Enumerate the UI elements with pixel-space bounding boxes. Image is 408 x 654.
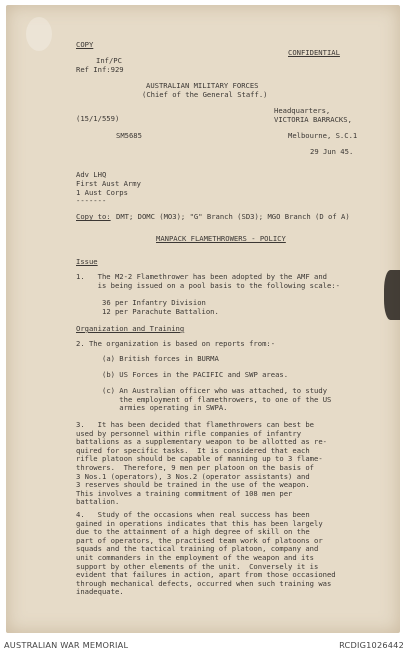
record-identifier: RCDIG1026442	[339, 640, 404, 650]
classification-label: CONFIDENTIAL	[288, 48, 340, 57]
paragraph-3: 3. It has been decided that flamethrowers can best be used by personnel within rifle companies of infantry battalions as a supplementary weapon to be allotted as re- quired for specific tasks. It is considered that each rifle platoon should be capable of manning up to 3 flame- throwers. Therefore, 9 men per platoon on the basis of 3 Nos.1 (operators), 3 Nos.2 (operator assistants) and 3 reserves should be trained in the use of the weapon. This involves a training commitment of 108 men per battalion.	[76, 420, 327, 507]
file-number: (15/1/559)	[76, 114, 120, 123]
organisation-line-2: (Chief of the General Staff.)	[142, 90, 268, 99]
scale-item-2: 12 per Parachute Battalion.	[102, 307, 219, 316]
sm-number: SM5685	[116, 131, 142, 140]
scale-item-1: 36 per Infantry Division	[102, 298, 206, 307]
reference-line-1: Inf/PC	[96, 56, 122, 65]
address-line-1: Headquarters,	[274, 106, 331, 115]
recipient-line-4: -------	[76, 196, 107, 205]
paragraph-2: 2. The organization is based on reports from:-	[76, 339, 276, 348]
document-title: MANPACK FLAMETHROWERS - POLICY	[156, 234, 286, 243]
source-item-c: (c) An Australian officer who was attached, to study the employment of flamethrowers, to one of the US armies operating in SWPA.	[102, 386, 332, 413]
copy-to-list: DMT; DOMC (MO3); "G" Branch (SD3); MGO Branch (D of A)	[116, 212, 350, 221]
organization-heading: Organization and Training	[76, 324, 185, 333]
organisation-line-1: AUSTRALIAN MILITARY FORCES	[146, 81, 259, 90]
document-date: 29 Jun 45.	[310, 147, 354, 156]
ink-stain	[384, 270, 400, 320]
document-page	[6, 5, 400, 633]
source-item-b: (b) US Forces in the PACIFIC and SWP areas.	[102, 370, 289, 379]
issue-heading: Issue	[76, 257, 98, 266]
recipient-line-1: Adv LHQ	[76, 170, 107, 179]
address-line-2: VICTORIA BARRACKS,	[274, 115, 352, 124]
recipient-line-3: 1 Aust Corps	[76, 188, 128, 197]
address-line-3: Melbourne, S.C.1	[288, 131, 358, 140]
archive-footer	[0, 636, 408, 654]
reference-line-2: Ref Inf:929	[76, 65, 124, 74]
paper-crease	[26, 17, 52, 51]
copy-to-label: Copy to:	[76, 212, 111, 221]
paragraph-1: 1. The M2-2 Flamethrower has been adopted by the AMF and is being issued on a pool basis to the following scale:-	[76, 272, 340, 290]
copy-label: COPY	[76, 40, 94, 49]
paragraph-4: 4. Study of the occasions when real success has been gained in operations indicates that this has been largely due to the attainment of a high degree of skill on the part of operators, the practised team work of platoons or squads and the tactical training of platoon, company and unit commanders in the employment of the weapon and its support by other elements of the unit. Conversely it is evident that failures in action, apart from those occasioned through mechanical defects, occurred when such training was inadequate.	[76, 510, 336, 597]
archive-name: AUSTRALIAN WAR MEMORIAL	[4, 640, 129, 650]
source-item-a: (a) British forces in BURMA	[102, 354, 219, 363]
recipient-line-2: First Aust Army	[76, 179, 141, 188]
